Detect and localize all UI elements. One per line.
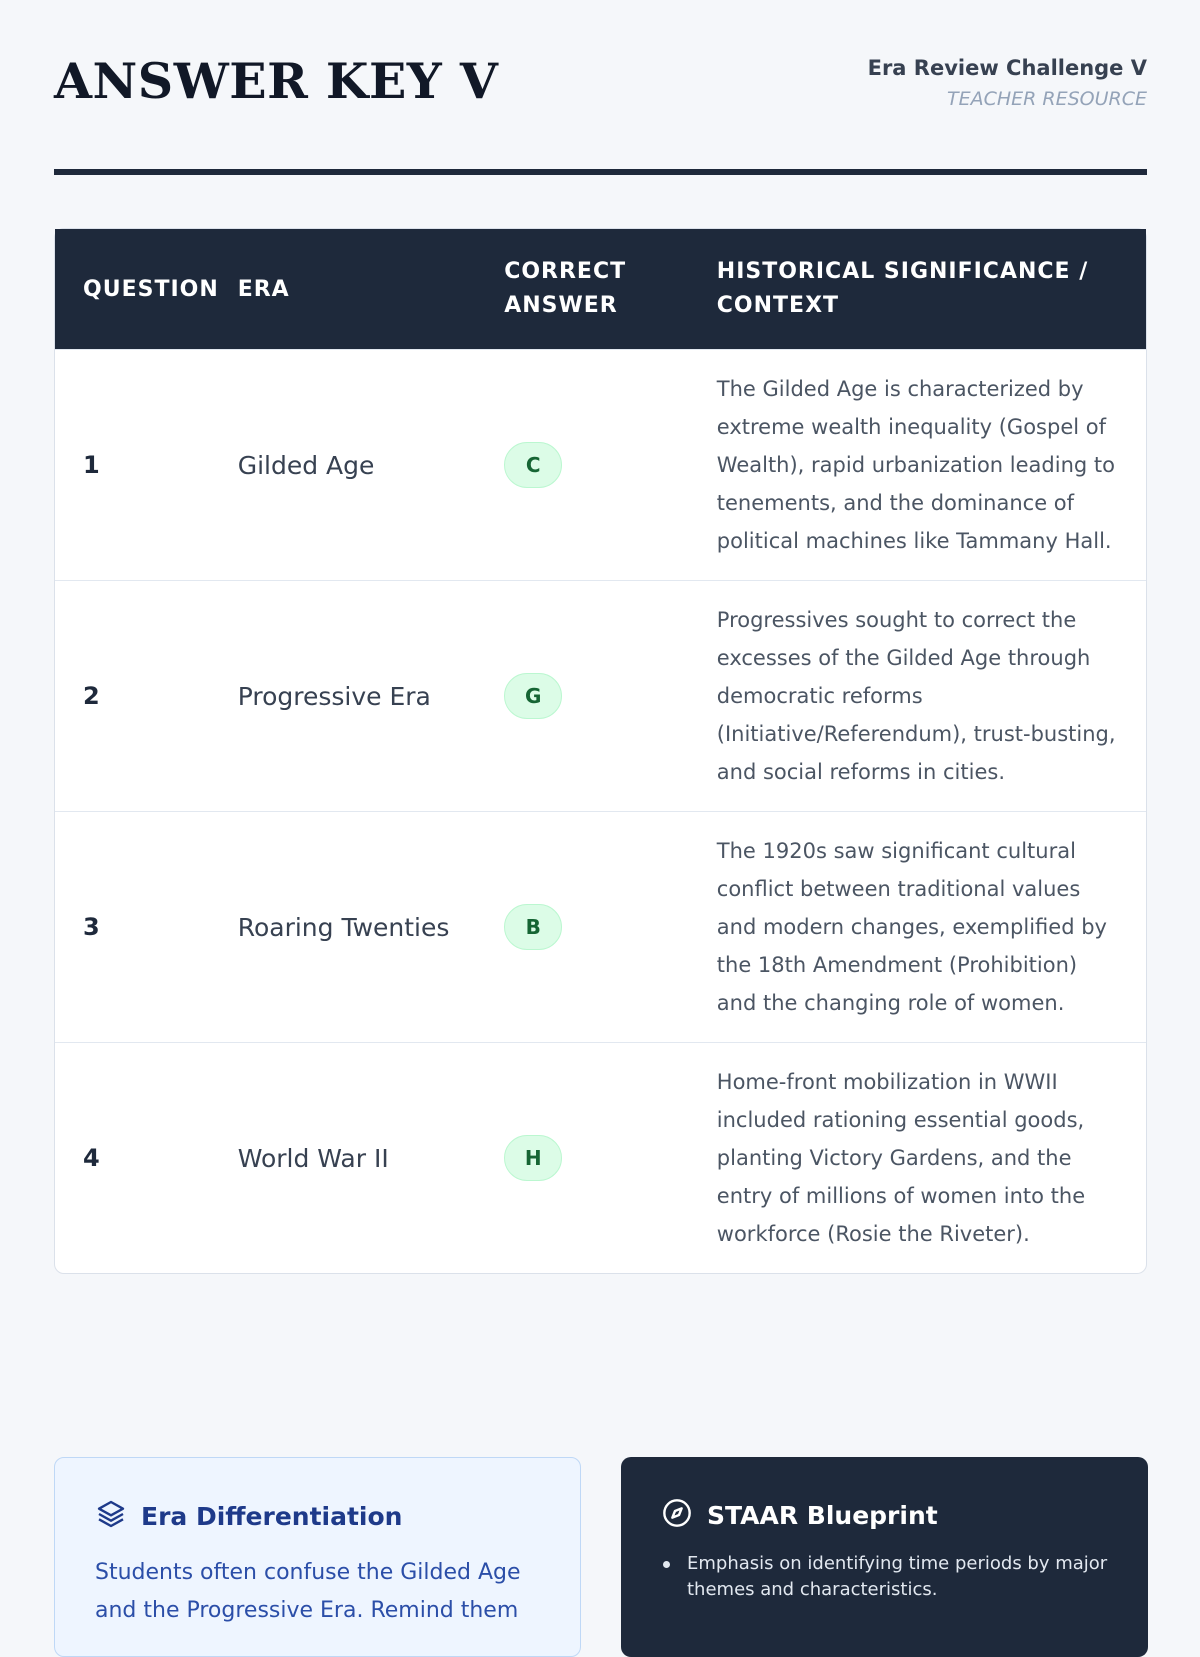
answer-cell — [504, 442, 717, 488]
compass-icon — [661, 1497, 693, 1533]
challenge-title: Era Review Challenge V — [867, 56, 1147, 80]
page-title: ANSWER KEY V — [54, 52, 499, 110]
context-text: The Gilded Age is characterized by extreme wealth inequality (Gospel of Wealth), rapid urbanization leading to tenements, and the dominance of political machines like Tammany Hall. — [716, 377, 1115, 553]
list-item: Emphasis on identifying time periods by major themes and characteristics. — [661, 1551, 1108, 1603]
era-differentiation-card — [54, 1457, 581, 1657]
question-number: 4 — [83, 1144, 100, 1172]
question-number: 1 — [83, 451, 100, 479]
answer-badge: B — [504, 904, 562, 950]
layers-icon — [95, 1498, 127, 1534]
question-number: 3 — [83, 913, 100, 941]
header-meta — [868, 56, 1147, 110]
answer-cell — [504, 904, 717, 950]
context-text: Home-front mobilization in WWII included rationing essential goods, planting Victory Gardens, and the entry of millions of women into the workforce (Rosie the Riveter). — [716, 1070, 1086, 1246]
table-header — [55, 229, 1146, 349]
resource-label: TEACHER RESOURCE — [946, 88, 1147, 110]
column-header-era: ERA — [237, 276, 290, 302]
card-body: Students often confuse the Gilded Age and the Progressive Era. Remind them — [95, 1560, 521, 1623]
answer-cell — [504, 673, 717, 719]
table-row — [55, 811, 1146, 1042]
question-number: 2 — [83, 682, 100, 710]
answer-badge: H — [504, 1135, 562, 1181]
era-name: World War II — [237, 1143, 389, 1173]
column-header-correct-answer: CORRECT ANSWER — [504, 259, 627, 318]
answer-badge: G — [504, 673, 562, 719]
card-title: STAAR Blueprint — [707, 1500, 938, 1530]
staar-blueprint-card — [621, 1457, 1148, 1657]
page-header — [54, 0, 1147, 175]
column-header-context: HISTORICAL SIGNIFICANCE / CONTEXT — [716, 259, 1089, 318]
answer-table — [54, 228, 1147, 1274]
card-title: Era Differentiation — [141, 1501, 403, 1531]
era-name: Progressive Era — [237, 681, 431, 711]
table-row — [55, 580, 1146, 811]
blueprint-list — [661, 1551, 1108, 1603]
answer-key-page — [54, 0, 1147, 1623]
era-name: Roaring Twenties — [237, 912, 450, 942]
answer-cell — [504, 1135, 717, 1181]
context-text: Progressives sought to correct the excesses of the Gilded Age through democratic reforms (Initiative/Referendum), trust-busting, and social reforms in cities. — [716, 608, 1116, 784]
context-text: The 1920s saw significant cultural conflict between traditional values and modern changes, exemplified by the 18th Amendment (Prohibition) and the changing role of women. — [716, 839, 1107, 1015]
answer-badge: C — [504, 442, 562, 488]
card-header — [661, 1497, 1108, 1533]
table-row — [55, 349, 1146, 580]
table-row — [55, 1042, 1146, 1273]
column-header-question: QUESTION — [83, 276, 219, 302]
era-name: Gilded Age — [237, 450, 375, 480]
card-header — [95, 1498, 540, 1534]
